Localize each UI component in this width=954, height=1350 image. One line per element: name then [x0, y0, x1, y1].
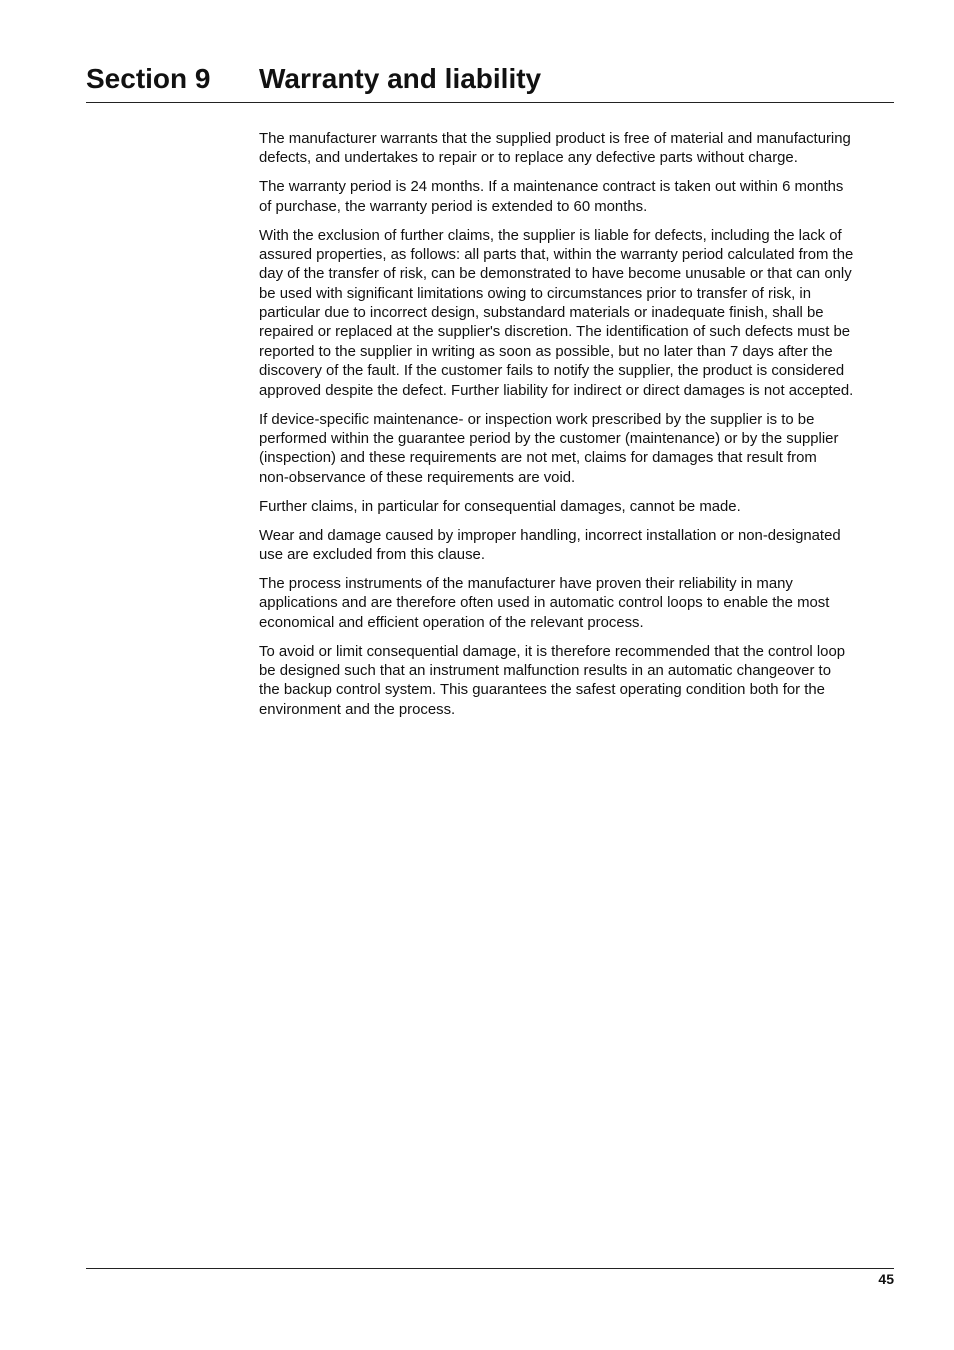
text-line: The manufacturer warrants that the supplied product is free of material and manufacturing [259, 131, 851, 147]
text-line: the backup control system. This guarantees the safest operating condition both for the [259, 682, 825, 699]
text-line: Wear and damage caused by improper handling, incorrect installation or non-designated [259, 527, 841, 544]
page-footer [86, 1268, 894, 1287]
paragraph-3 [259, 227, 899, 401]
text-line: If device-specific maintenance- or inspection work prescribed by the supplier is to be [259, 411, 815, 428]
section-title: Warranty and liability [259, 63, 542, 94]
text-line: economical and efficient operation of the relevant process. [259, 614, 644, 631]
paragraph-8 [259, 643, 899, 720]
text-line: Further claims, in particular for consequential damages, cannot be made. [259, 498, 741, 515]
text-line: particular due to incorrect design, substandard materials or inadequate finish, shall be [259, 305, 824, 322]
text-line: of purchase, the warranty period is extended to 60 months. [259, 198, 648, 215]
text-line: The warranty period is 24 months. If a maintenance contract is taken out within 6 months [259, 179, 844, 196]
text-line: assured properties, as follows: all parts that, within the warranty period calculated from the [259, 247, 854, 264]
page-header [86, 58, 894, 103]
text-line: repaired or replaced at the supplier's discretion. The identification of such defects must be [259, 324, 851, 341]
text-line: non-observance of these requirements are void. [259, 469, 576, 486]
text-line: To avoid or limit consequential damage, it is therefore recommended that the control loop [259, 643, 846, 660]
text-line: applications and are therefore often used in automatic control loops to enable the most [259, 595, 830, 612]
text-line: With the exclusion of further claims, the supplier is liable for defects, including the lack of [259, 227, 842, 244]
paragraph-5 [259, 498, 899, 517]
section-number: Section 9 [86, 63, 211, 94]
text-line: reported to the supplier in writing as soon as possible, but no later than 7 days after the [259, 343, 833, 360]
paragraph-2 [259, 178, 899, 217]
text-line: environment and the process. [259, 701, 456, 718]
text-line: approved despite the defect. Further liability for indirect or direct damages is not accepted. [259, 382, 854, 399]
text-line: defects, and undertakes to repair or to replace any defective parts without charge. [259, 150, 798, 167]
body-text [259, 130, 899, 730]
text-line: be designed such that an instrument malfunction results in an automatic changeover to [259, 663, 831, 680]
paragraph-4 [259, 411, 899, 488]
text-line: day of the transfer of risk, can be demonstrated to have become unusable or that can only [259, 266, 852, 283]
text-line: The process instruments of the manufacturer have proven their reliability in many [259, 576, 793, 592]
paragraph-6 [259, 527, 899, 566]
paragraph-1 [259, 130, 899, 169]
page-number: 45 [878, 1271, 894, 1287]
text-line: use are excluded from this clause. [259, 546, 485, 563]
text-line: performed within the guarantee period by the customer (maintenance) or by the supplier [259, 430, 839, 447]
text-line: be used with significant limitations owing to circumstances prior to transfer of risk, in [259, 285, 812, 302]
text-line: discovery of the fault. If the customer fails to notify the supplier, the product is considered [259, 363, 845, 380]
paragraph-7 [259, 575, 899, 633]
text-line: (inspection) and these requirements are not met, claims for damages that result from [259, 450, 817, 467]
